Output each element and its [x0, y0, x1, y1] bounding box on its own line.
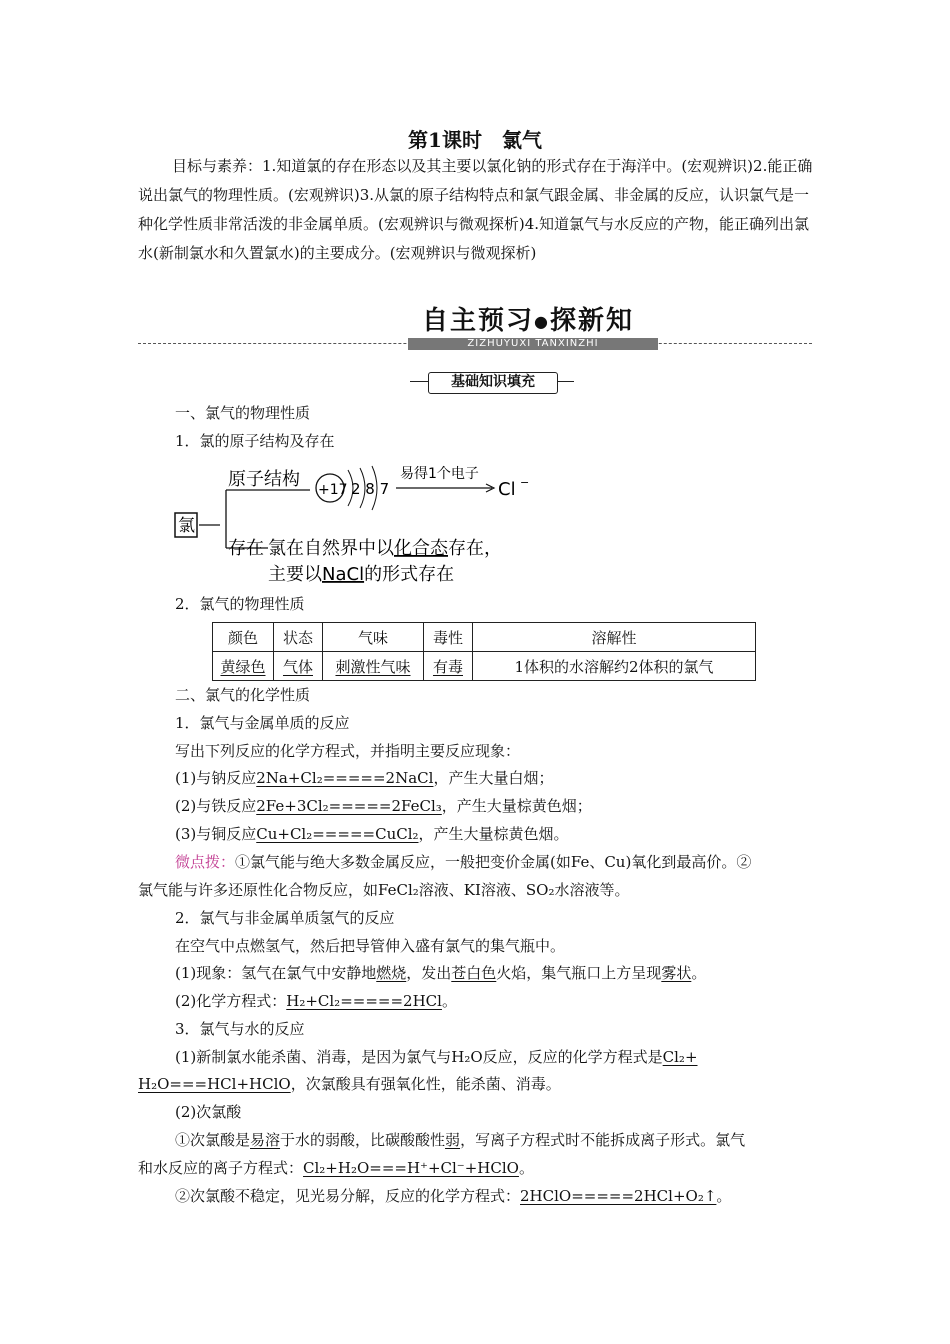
- reaction-sodium-equation: 2Na+Cl₂=====2NaCl: [256, 769, 434, 787]
- reaction-sodium: [175, 767, 553, 789]
- exist-text-line2: [268, 564, 454, 585]
- table-cell: 气体: [274, 652, 323, 681]
- w21-e: ，写离子方程式时不能拆成离子形式。氯气: [460, 1131, 746, 1149]
- tip-note-line2: 氯气能与许多还原性化合物反应，如FeCl₂溶液、KI溶液、SO₂水溶液等。: [138, 881, 630, 899]
- nucleus-charge: +17: [318, 482, 348, 498]
- exist-label: 存在: [228, 538, 264, 559]
- w1-eq-start: Cl₂+: [662, 1048, 698, 1066]
- chlorine-diagram: [170, 458, 550, 588]
- tip-note-line1: [175, 851, 751, 873]
- structure-label: 原子结构: [228, 469, 300, 490]
- reaction-copper-label: (3)与铜反应: [175, 825, 257, 843]
- heading-physical-props: 2．氯气的物理性质: [175, 595, 305, 613]
- table-cell: 1体积的水溶解约2体积的氯气: [473, 652, 756, 681]
- banner-arrow-icon: ●: [534, 312, 550, 331]
- banner-title: [422, 300, 634, 337]
- table-cell: 有毒: [424, 652, 473, 681]
- tip-label: 微点拨：: [175, 853, 236, 871]
- h1-g: 。: [691, 964, 707, 982]
- w22-equation: 2HClO=====2HCl+O₂↑: [520, 1187, 717, 1205]
- h1-c: ，发出: [406, 964, 452, 982]
- h1-a: (1)现象：氢气在氯气中安静地: [175, 964, 377, 982]
- chlorine-char: 氯: [178, 516, 195, 536]
- hclo-line2: [138, 1157, 534, 1179]
- heading-chemical: 二、氯气的化学性质: [175, 686, 311, 704]
- w21-weak: 弱: [445, 1131, 461, 1149]
- w21-line2-a: 和水反应的离子方程式：: [138, 1159, 304, 1177]
- reaction-iron-phenomenon: ，产生大量棕黄色烟；: [441, 797, 592, 815]
- chloride-ion: Cl: [498, 479, 516, 500]
- h2-equation: H₂+Cl₂=====2HCl: [286, 992, 442, 1010]
- water-line1: [175, 1046, 698, 1068]
- banner-title-part2: 探新知: [549, 306, 634, 336]
- table-row: [213, 652, 756, 681]
- banner-title-part1: 自主预习: [422, 306, 535, 336]
- h2-a: (2)化学方程式：: [175, 992, 287, 1010]
- page-title: 第1课时 氯气: [408, 128, 542, 152]
- tip-text-1: ①氯气能与绝大多数金属反应，一般把变价金属(如Fe、Cu)氧化到最高价。②: [235, 853, 752, 871]
- h2-c: 。: [441, 992, 457, 1010]
- w1-b: ，次氯酸具有强氧化性，能杀菌、消毒。: [290, 1075, 561, 1093]
- table-header-row: [213, 623, 756, 652]
- metal-reaction-intro: 写出下列反应的化学方程式，并指明主要反应现象：: [175, 742, 521, 760]
- w21-c: 于水的弱酸，比碳酸酸性: [280, 1131, 446, 1149]
- reaction-copper: [175, 823, 569, 845]
- exist-text-c: 存在，: [448, 538, 502, 559]
- w21-soluble: 易溶: [250, 1131, 281, 1149]
- w21-line2-c: 。: [518, 1159, 534, 1177]
- section-banner: [408, 300, 658, 350]
- heading-physical: 一、氯气的物理性质: [175, 404, 311, 422]
- exist-text-compound: 化合态: [394, 538, 448, 559]
- heading-water-reaction: 3．氯气与水的反应: [175, 1020, 305, 1038]
- heading-metal-reaction: 1．氯气与金属单质的反应: [175, 714, 350, 732]
- exist-line2-c: 的形式存在: [364, 564, 455, 585]
- electron-shells: 2 8 7: [351, 480, 390, 498]
- hydrogen-phenomenon: [175, 962, 706, 984]
- section-tag: [410, 372, 574, 392]
- reaction-iron-label: (2)与铁反应: [175, 797, 257, 815]
- banner-subtitle: ZIZHUYUXI TANXINZHI: [408, 338, 658, 350]
- w21-ionic-equation: Cl₂+H₂O===H⁺+Cl⁻+HClO: [303, 1159, 519, 1177]
- water-line2: [138, 1073, 561, 1095]
- h1-e: 火焰，集气瓶口上方呈现: [496, 964, 662, 982]
- h1-burn: 燃烧: [376, 964, 407, 982]
- w21-a: ①次氯酸是: [175, 1131, 251, 1149]
- hclo-line1: [175, 1129, 745, 1151]
- table-header-cell: 气味: [323, 623, 424, 652]
- exist-line2-a: 主要以: [268, 564, 322, 585]
- reaction-iron: [175, 795, 592, 817]
- h1-pale: 苍白色: [451, 964, 497, 982]
- table-header-cell: 毒性: [424, 623, 473, 652]
- hydrogen-equation: [175, 990, 457, 1012]
- heading-hydrogen-reaction: 2．氯气与非金属单质氢气的反应: [175, 909, 395, 927]
- table-header-cell: 状态: [274, 623, 323, 652]
- reaction-sodium-label: (1)与钠反应: [175, 769, 257, 787]
- h1-mist: 雾状: [661, 964, 692, 982]
- exist-text: [268, 538, 502, 559]
- w1-eq-end: H₂O===HCl+HClO: [138, 1075, 291, 1093]
- chloride-charge: −: [520, 476, 530, 489]
- section-tag-label: 基础知识填充: [428, 372, 558, 394]
- hclo-decompose: [175, 1185, 731, 1207]
- hydrogen-intro: 在空气中点燃氢气，然后把导管伸入盛有氯气的集气瓶中。: [175, 937, 566, 955]
- reaction-copper-equation: Cu+Cl₂=====CuCl₂: [256, 825, 419, 843]
- heading-atom-structure: 1．氯的原子结构及存在: [175, 432, 335, 450]
- arrow-label: 易得1个电子: [400, 466, 479, 482]
- w1-a: (1)新制氯水能杀菌、消毒，是因为氯气与H₂O反应，反应的化学方程式是: [175, 1048, 663, 1066]
- w22-a: ②次氯酸不稳定，见光易分解，反应的化学方程式：: [175, 1187, 521, 1205]
- table-cell: 刺激性气味: [323, 652, 424, 681]
- physical-props-table: [212, 622, 756, 681]
- w22-c: 。: [716, 1187, 732, 1205]
- exist-line2-nacl: NaCl: [322, 564, 365, 585]
- table-header-cell: 颜色: [213, 623, 274, 652]
- heading-hclo: (2)次氯酸: [175, 1103, 242, 1121]
- table-header-cell: 溶解性: [473, 623, 756, 652]
- reaction-iron-equation: 2Fe+3Cl₂=====2FeCl₃: [256, 797, 442, 815]
- exist-text-a: 氯在自然界中以: [268, 538, 394, 559]
- reaction-copper-phenomenon: ，产生大量棕黄色烟。: [418, 825, 569, 843]
- table-cell: 黄绿色: [213, 652, 274, 681]
- learning-goals: 目标与素养：1.知道氯的存在形态以及其主要以氯化钠的形式存在于海洋中。(宏观辨识)2.能正确说出氯气的物理性质。(宏观辨识)3.从氯的原子结构特点和氯气跟金属、非金属的反应，认识氯气是一种化学性质非常活泼的非金属单质。(宏观辨识与微观探析)4.知道氯气与水反应的产物，能正确列出氯水(新制氯水和久置氯水)的主要成分。(宏观辨识与微观探析): [138, 157, 813, 262]
- reaction-sodium-phenomenon: ，产生大量白烟；: [433, 769, 554, 787]
